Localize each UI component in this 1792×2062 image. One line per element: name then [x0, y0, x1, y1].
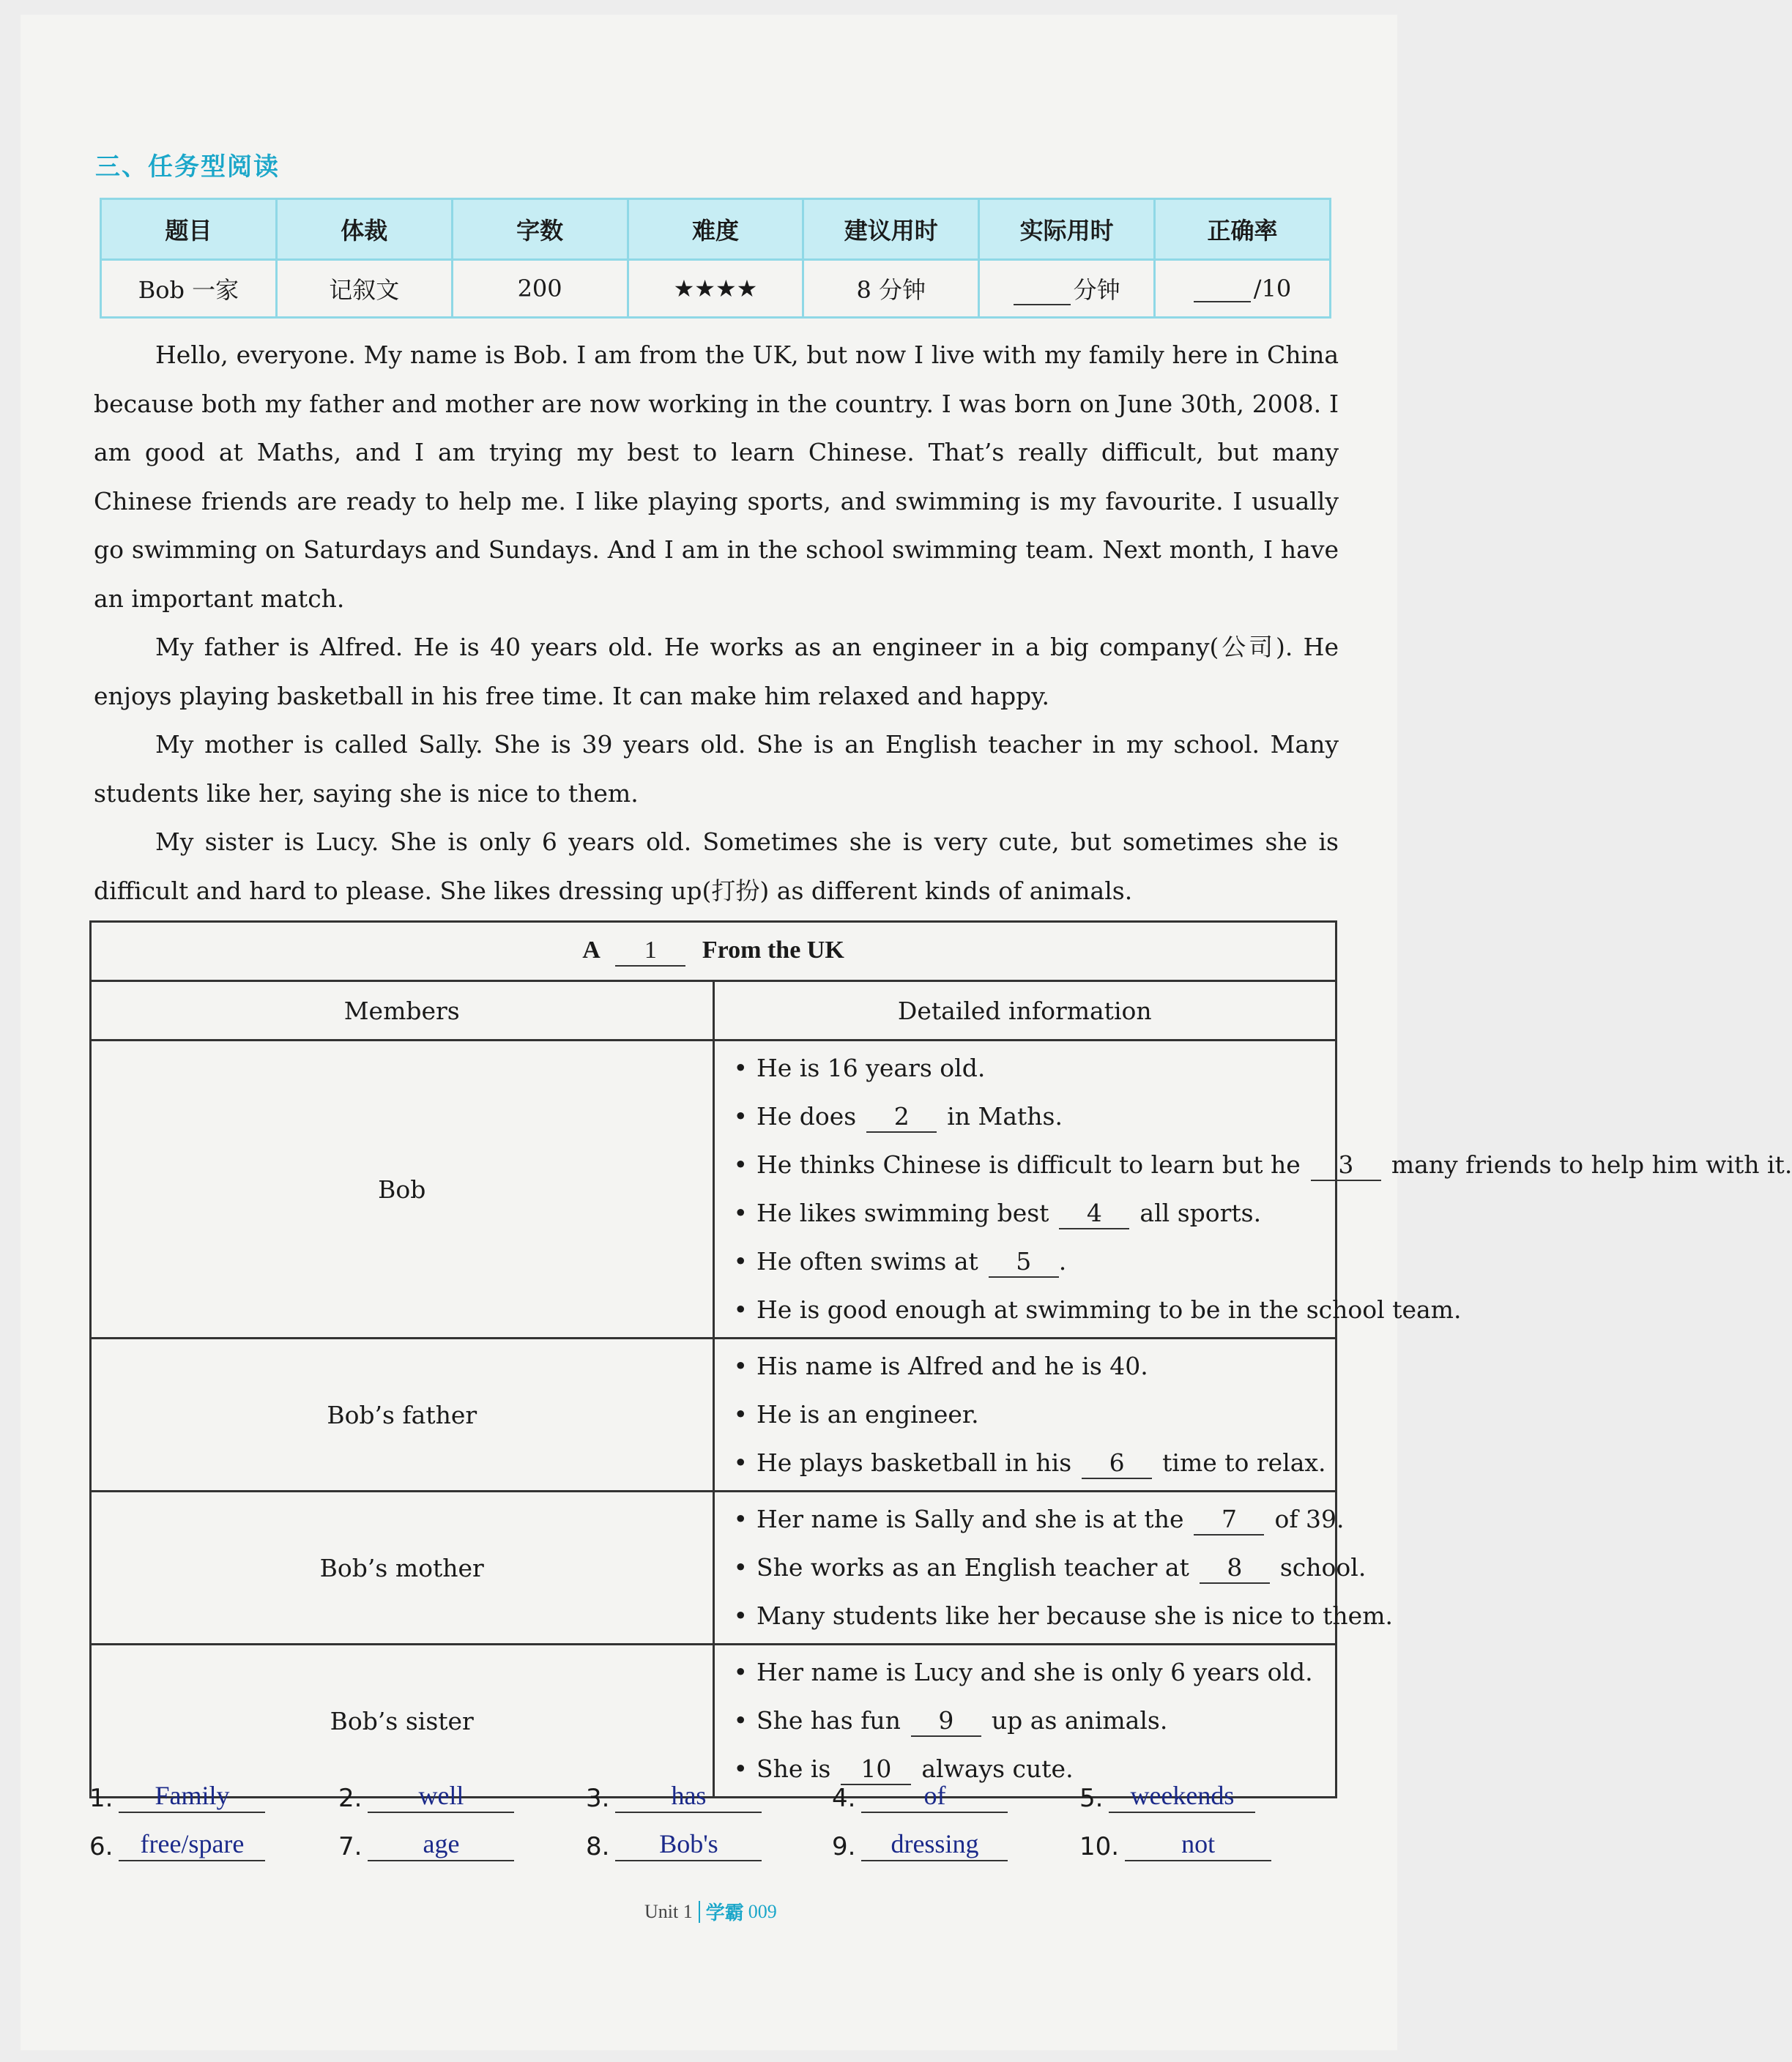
accuracy-blank[interactable]: [1194, 280, 1251, 302]
task-header-row: [91, 981, 1336, 1041]
member-row: [91, 1645, 1336, 1798]
info-header: 实际用时: [979, 199, 1155, 260]
answer-number: 2.: [338, 1784, 363, 1813]
actual-time-unit: 分钟: [1073, 276, 1120, 304]
answer-value: has: [615, 1779, 762, 1813]
detail-text: all sports.: [1139, 1199, 1262, 1227]
answer-number: 4.: [832, 1784, 856, 1813]
answer-item: [586, 1779, 762, 1813]
detail-text: many friends to help him with it.: [1391, 1150, 1792, 1179]
answer-blank[interactable]: 5: [989, 1247, 1059, 1278]
answer-number: 9.: [832, 1832, 856, 1861]
genre-cell: 记叙文: [276, 260, 452, 318]
difficulty-stars: ★★★★: [628, 260, 803, 318]
accuracy-cell: [1155, 260, 1331, 318]
detail-line: [734, 1237, 1336, 1286]
info-header: 字数: [452, 199, 628, 260]
detail-line: [734, 1093, 1336, 1141]
reading-passage: [94, 331, 1339, 915]
answer-item: [89, 1779, 265, 1813]
answer-item: [338, 1779, 514, 1813]
member-details: [713, 1492, 1393, 1645]
detail-line: [733, 1141, 1792, 1189]
detail-line: [734, 1697, 1336, 1745]
task-body: [91, 1041, 1792, 1798]
footer-page-number: 009: [748, 1900, 777, 1922]
info-header: Detailed information: [713, 981, 1336, 1041]
detail-text: school.: [1279, 1553, 1367, 1582]
passage-paragraph: My mother is called Sally. She is 39 years old. She is an English teacher in my school. Many students like her, saying she is nice to them.: [94, 730, 1339, 808]
passage-paragraph: My sister is Lucy. She is only 6 years old. Sometimes she is very cute, but sometimes she is difficult and hard to please. She likes dressing up(打扮) as different kinds of animals.: [94, 827, 1339, 905]
task-table: [89, 920, 1792, 1798]
page-footer: [644, 1898, 777, 1925]
topic-cell: Bob 一家: [101, 260, 277, 318]
answer-item: [338, 1828, 514, 1861]
members-header: Members: [91, 981, 714, 1041]
word-count-cell: 200: [452, 260, 628, 318]
answer-blank[interactable]: 9: [911, 1706, 981, 1737]
task-caption-row: [91, 922, 1336, 981]
member-row: [91, 1339, 1336, 1492]
answer-number: 10.: [1079, 1832, 1120, 1861]
member-details: [713, 1041, 1792, 1339]
caption-prefix: A: [582, 937, 599, 964]
answer-value: Family: [119, 1779, 265, 1813]
suggested-time-cell: 8 分钟: [803, 260, 979, 318]
task-caption: [91, 922, 1336, 981]
footer-unit: Unit 1: [644, 1900, 693, 1922]
passage-paragraph: My father is Alfred. He is 40 years old. He works as an engineer in a big company(公司). He enjoys playing basketball in his free time. It can make him relaxed and happy.: [94, 633, 1339, 710]
answer-item: [1079, 1779, 1255, 1813]
answer-value: not: [1125, 1828, 1271, 1861]
answer-value: dressing: [861, 1828, 1008, 1861]
detail-text: Many students like her because she is nice to them.: [756, 1601, 1393, 1630]
member-name: Bob: [91, 1041, 714, 1339]
bullet-icon: •: [733, 1601, 748, 1630]
bullet-icon: •: [733, 1150, 748, 1179]
detail-text: He plays basketball in his: [756, 1448, 1072, 1477]
info-header: 建议用时: [803, 199, 979, 260]
detail-text: She works as an English teacher at: [756, 1553, 1189, 1582]
member-name: Bob’s sister: [91, 1645, 714, 1798]
answer-number: 3.: [586, 1784, 610, 1813]
info-header: 题目: [101, 199, 277, 260]
bullet-icon: •: [733, 1352, 748, 1380]
info-header-row: [101, 199, 1331, 260]
answer-item: [1079, 1828, 1271, 1861]
info-header: 难度: [628, 199, 803, 260]
detail-text: time to relax.: [1162, 1448, 1326, 1477]
bullet-icon: •: [733, 1706, 748, 1735]
detail-line: [734, 1648, 1336, 1697]
detail-text: He is an engineer.: [756, 1400, 979, 1429]
detail-line: [734, 1439, 1336, 1487]
bullet-icon: •: [733, 1400, 748, 1429]
detail-text: He thinks Chinese is difficult to learn but he: [756, 1150, 1301, 1179]
info-header: 体裁: [276, 199, 452, 260]
info-header: 正确率: [1155, 199, 1331, 260]
answer-item: [832, 1828, 1008, 1861]
answer-item: [586, 1828, 762, 1861]
accuracy-total: /10: [1253, 275, 1292, 302]
detail-line: [734, 1044, 1336, 1093]
info-table: [100, 198, 1331, 319]
bullet-icon: •: [733, 1754, 748, 1783]
section-title: 三、任务型阅读: [95, 152, 280, 182]
answer-number: 8.: [586, 1832, 610, 1861]
detail-line: [734, 1189, 1336, 1237]
bullet-icon: •: [733, 1448, 748, 1477]
answer-value: weekends: [1109, 1779, 1255, 1813]
detail-text: Her name is Sally and she is at the: [756, 1505, 1184, 1533]
answer-value: free/spare: [119, 1828, 265, 1861]
detail-line: [733, 1495, 1345, 1544]
answer-blank[interactable]: 6: [1082, 1448, 1152, 1479]
detail-line: [733, 1544, 1367, 1592]
bullet-icon: •: [733, 1553, 748, 1582]
answer-blank[interactable]: 2: [866, 1102, 937, 1133]
detail-text: He is good enough at swimming to be in the school team.: [756, 1295, 1462, 1324]
answer-blank[interactable]: 3: [1311, 1150, 1381, 1181]
bullet-icon: •: [733, 1658, 748, 1686]
member-name: Bob’s father: [91, 1339, 714, 1492]
passage-paragraph: Hello, everyone. My name is Bob. I am from the UK, but now I live with my family here in China because both my father and mother are now working in the country. I was born on June 30th, 2008. I am good at Maths, and I am trying my best to learn Chinese. That’s really difficult, but many Chinese friends are ready to help me. I like playing sports, and swimming is my favourite. I usually go swimming on Saturdays and Sundays. And I am in the school swimming team. Next month, I have an important match.: [94, 340, 1339, 613]
detail-text: always cute.: [921, 1754, 1074, 1783]
detail-text: He often swims at: [756, 1247, 978, 1276]
answer-number: 1.: [89, 1784, 114, 1813]
detail-text: .: [1058, 1247, 1067, 1276]
detail-text: up as animals.: [991, 1706, 1168, 1735]
member-details: [713, 1339, 1336, 1492]
answer-value: well: [368, 1779, 514, 1813]
answer-number: 5.: [1079, 1784, 1104, 1813]
footer-brand: 学霸: [705, 1902, 744, 1924]
detail-text: in Maths.: [947, 1102, 1063, 1131]
answer-item: [832, 1779, 1008, 1813]
bullet-icon: •: [733, 1102, 748, 1131]
detail-text: She is: [756, 1754, 831, 1783]
answer-number: 7.: [338, 1832, 363, 1861]
answer-blank[interactable]: 10: [841, 1754, 911, 1785]
detail-line: [733, 1286, 1462, 1334]
bullet-icon: •: [733, 1295, 748, 1324]
caption-suffix: From the UK: [702, 937, 844, 964]
detail-text: He does: [756, 1102, 857, 1131]
answer-blank[interactable]: 8: [1200, 1553, 1270, 1584]
detail-text: of 39.: [1274, 1505, 1345, 1533]
answer-blank[interactable]: 4: [1059, 1199, 1129, 1229]
detail-text: She has fun: [756, 1706, 901, 1735]
footer-divider: [699, 1901, 700, 1923]
answer-number: 6.: [89, 1832, 114, 1861]
answer-value: age: [368, 1828, 514, 1861]
detail-line: [733, 1592, 1393, 1640]
bullet-icon: •: [733, 1505, 748, 1533]
member-details: [713, 1645, 1336, 1798]
answer-blank[interactable]: 7: [1194, 1505, 1264, 1536]
answer-value: Bob's: [615, 1828, 762, 1861]
detail-line: [734, 1391, 1336, 1439]
detail-text: He likes swimming best: [756, 1199, 1049, 1227]
answer-item: [89, 1828, 265, 1861]
answer-value: of: [861, 1779, 1008, 1813]
info-value-row: [101, 260, 1331, 318]
member-row: [91, 1041, 1336, 1339]
detail-text: Her name is Lucy and she is only 6 years old.: [756, 1658, 1313, 1686]
actual-time-cell: [979, 260, 1155, 318]
caption-blank[interactable]: 1: [615, 936, 685, 967]
detail-text: His name is Alfred and he is 40.: [756, 1352, 1148, 1380]
actual-time-blank[interactable]: [1014, 283, 1071, 305]
bullet-icon: •: [733, 1054, 748, 1082]
member-name: Bob’s mother: [91, 1492, 714, 1645]
member-row: [91, 1492, 1336, 1645]
detail-text: He is 16 years old.: [756, 1054, 986, 1082]
detail-line: [734, 1342, 1336, 1391]
bullet-icon: •: [733, 1199, 748, 1227]
bullet-icon: •: [733, 1247, 748, 1276]
